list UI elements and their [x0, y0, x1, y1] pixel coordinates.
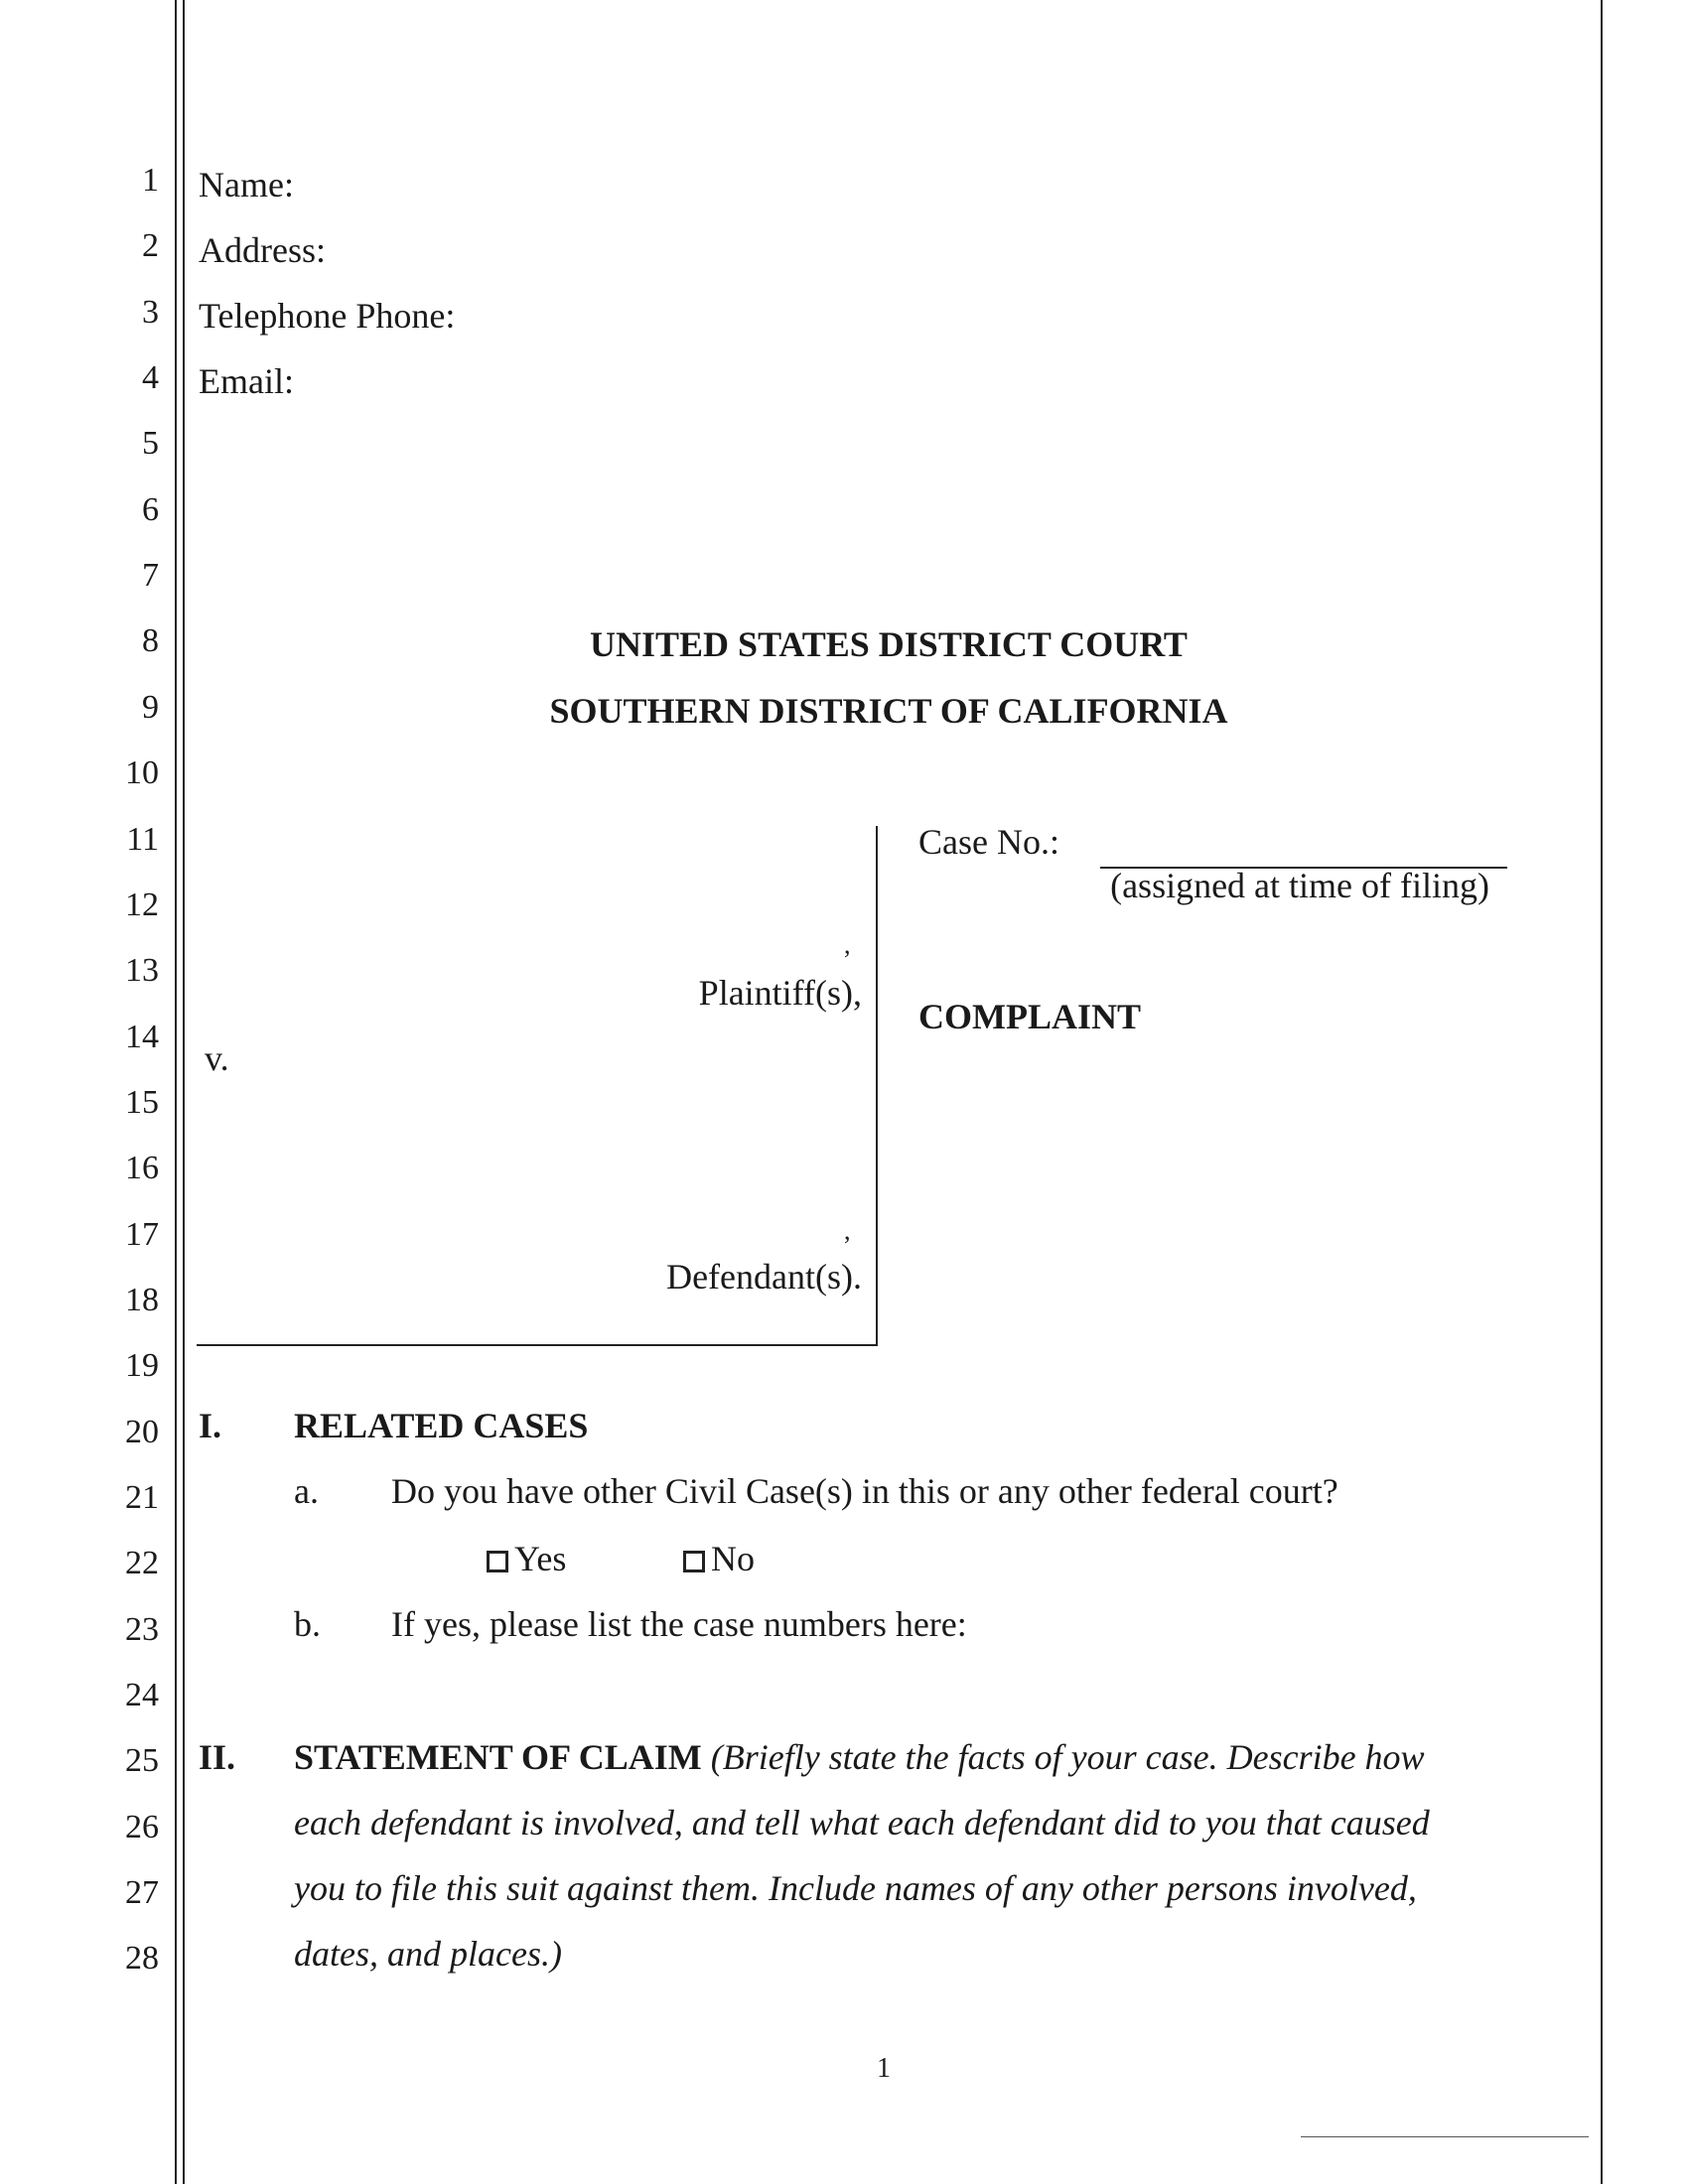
yes-checkbox[interactable]	[487, 1551, 508, 1572]
no-label: No	[711, 1539, 755, 1578]
section-2-instructions-3: you to file this suit against them. Include names of any other persons involved,	[294, 1868, 1417, 1908]
section-1-numeral: I.	[199, 1406, 222, 1445]
item-a-question: Do you have other Civil Case(s) in this or any other federal court?	[391, 1471, 1338, 1511]
line-number: 11	[126, 820, 159, 858]
name-label: Name:	[199, 165, 294, 205]
line-number: 18	[125, 1281, 159, 1318]
line-number: 13	[125, 952, 159, 990]
yes-label: Yes	[514, 1539, 567, 1578]
case-number-label: Case No.:	[918, 822, 1059, 862]
telephone-label: Telephone Phone:	[199, 296, 456, 336]
line-number: 9	[142, 688, 159, 726]
section-2-instructions-4: dates, and places.)	[294, 1934, 562, 1974]
line-number: 28	[125, 1940, 159, 1978]
line-number: 16	[125, 1150, 159, 1187]
line-number: 4	[142, 359, 159, 397]
line-number: 3	[142, 293, 159, 331]
item-b-letter: b.	[294, 1604, 321, 1644]
item-b-text: If yes, please list the case numbers here:	[391, 1604, 967, 1644]
section-2-title: STATEMENT OF CLAIM	[294, 1737, 702, 1777]
right-margin-rule	[1601, 0, 1603, 2184]
line-number: 10	[125, 754, 159, 792]
caption-box-bottom-border	[197, 1344, 878, 1346]
section-2-numeral: II.	[199, 1737, 236, 1777]
line-number: 21	[125, 1479, 159, 1516]
item-a-letter: a.	[294, 1471, 319, 1511]
defendant-label: Defendant(s).	[666, 1257, 862, 1297]
court-district: SOUTHERN DISTRICT OF CALIFORNIA	[549, 691, 1228, 731]
line-number: 26	[125, 1808, 159, 1845]
line-number: 19	[125, 1347, 159, 1385]
line-number: 14	[125, 1018, 159, 1055]
line-number: 1	[142, 162, 159, 199]
line-number: 6	[142, 490, 159, 528]
email-label: Email:	[199, 361, 294, 401]
versus-label: v.	[205, 1038, 229, 1078]
line-number: 12	[125, 886, 159, 923]
yes-option[interactable]	[487, 1537, 566, 1580]
line-number: 5	[142, 425, 159, 463]
left-margin-rule-outer	[175, 0, 177, 2184]
section-2-instructions-2: each defendant is involved, and tell what each defendant did to you that caused	[294, 1803, 1430, 1843]
footer-rule	[1301, 2136, 1589, 2137]
line-number: 2	[142, 227, 159, 265]
section-2-heading-line	[294, 1735, 1425, 1779]
line-number: 23	[125, 1610, 159, 1648]
document-title: COMPLAINT	[918, 997, 1141, 1036]
line-number: 7	[142, 557, 159, 595]
line-number: 15	[125, 1083, 159, 1121]
line-number: 20	[125, 1413, 159, 1450]
section-1-title: RELATED CASES	[294, 1406, 589, 1445]
case-number-note: (assigned at time of filing)	[1110, 866, 1489, 905]
defendant-comma: ,	[844, 1216, 851, 1245]
line-number: 22	[125, 1545, 159, 1582]
no-checkbox[interactable]	[683, 1551, 705, 1572]
line-number: 17	[125, 1215, 159, 1253]
left-margin-rule-inner	[183, 0, 185, 2184]
court-name: UNITED STATES DISTRICT COURT	[590, 624, 1188, 664]
line-number: 25	[125, 1742, 159, 1780]
line-number: 8	[142, 622, 159, 660]
plaintiff-label: Plaintiff(s),	[698, 973, 862, 1013]
plaintiff-comma: ,	[844, 930, 851, 959]
line-number: 24	[125, 1677, 159, 1714]
section-2-instructions-1: (Briefly state the facts of your case. Describe how	[710, 1737, 1425, 1777]
line-number: 27	[125, 1874, 159, 1912]
caption-box-right-border	[876, 826, 878, 1346]
page-number: 1	[877, 2053, 891, 2084]
no-option[interactable]	[683, 1537, 755, 1580]
address-label: Address:	[199, 230, 326, 270]
